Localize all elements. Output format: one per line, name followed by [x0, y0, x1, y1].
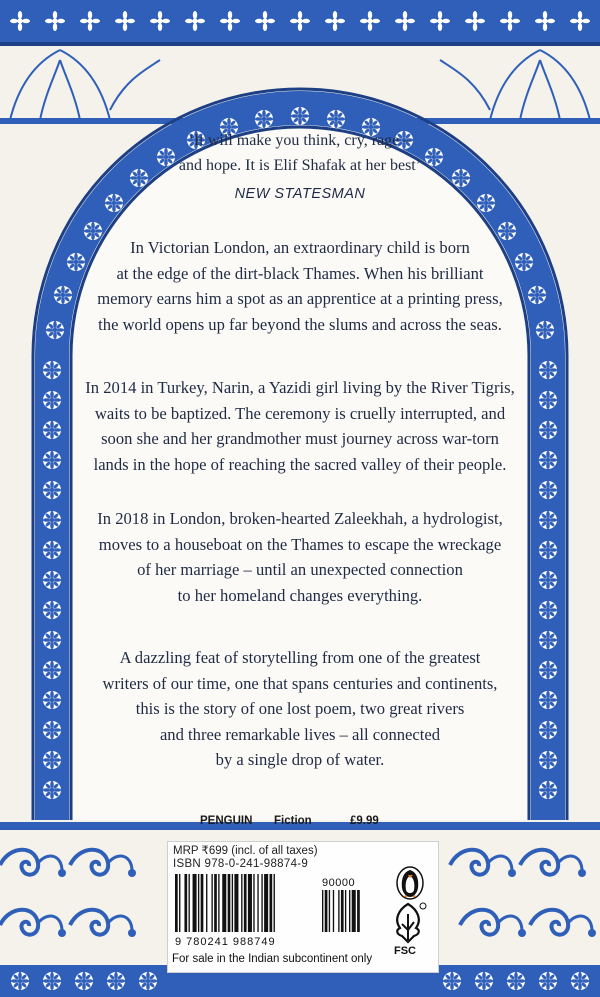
top-rosette-band [9, 10, 591, 32]
barcode-digits: 9 780241 988749 [175, 936, 276, 948]
blurb-line: In Victorian London, an extraordinary child is born [130, 238, 470, 257]
blurb-paragraph-3 [70, 506, 530, 608]
blurb-line: by a single drop of water. [215, 750, 385, 769]
blurb-line: writers of our time, one that spans centuries and continents, [102, 673, 498, 693]
blurb-line: waits to be baptized. The ceremony is cruelly interrupted, and [94, 403, 506, 423]
fsc-tree-icon [388, 900, 428, 946]
blurb-line: soon she and her grandmother must journey across war-torn [101, 429, 499, 448]
blurb-line: this is the story of one lost poem, two great rivers [135, 699, 465, 718]
sale-note: For sale in the Indian subcontinent only [172, 953, 373, 965]
blurb-line: lands in the hope of reaching the sacred valley of their people. [93, 454, 507, 474]
blurb-paragraph-1 [70, 235, 530, 337]
blurb-line: moves to a houseboat on the Thames to escape the wreckage [98, 534, 502, 554]
barcode-addon: 90000 [322, 877, 356, 889]
blurb-paragraph-4 [70, 645, 530, 773]
blurb-line: In 2018 in London, broken-hearted Zaleekhah, a hydrologist, [97, 509, 503, 528]
blurb-line: at the edge of the dirt-black Thames. When his brilliant [116, 263, 484, 283]
blurb-line: the world opens up far beyond the slums and across the seas. [98, 314, 502, 334]
blurb-line: to her homeland changes everything. [177, 585, 423, 605]
blurb-line: of her marriage – until an unexpected connection [137, 560, 463, 579]
price-label: £9.99 [350, 815, 379, 827]
review-quote [110, 128, 490, 178]
blurb-line: memory earns him a spot as an apprentice at a printing press, [97, 289, 503, 308]
blurb-line: and three remarkable lives – all connected [159, 724, 441, 744]
blurb-paragraph-2 [70, 375, 530, 477]
blurb-line: In 2014 in Turkey, Narin, a Yazidi girl living by the River Tigris, [85, 378, 515, 397]
category-label: Fiction [274, 815, 312, 827]
mrp-text: MRP ₹699 (incl. of all taxes) [173, 845, 318, 857]
barcode [172, 874, 387, 936]
isbn-text: ISBN 978-0-241-98874-9 [173, 858, 309, 870]
quote-line: and hope. It is Elif Shafak at her best’ [178, 157, 422, 174]
publisher-name: PENGUIN [200, 815, 253, 827]
quote-source: NEW STATESMAN [234, 186, 366, 202]
blurb-line: A dazzling feat of storytelling from one of the greatest [119, 648, 481, 667]
quote-line: ‘It will make you think, cry, rage – [188, 132, 412, 149]
publisher-line [200, 815, 400, 835]
fsc-label: FSC [394, 945, 416, 957]
penguin-logo-icon [393, 866, 427, 900]
